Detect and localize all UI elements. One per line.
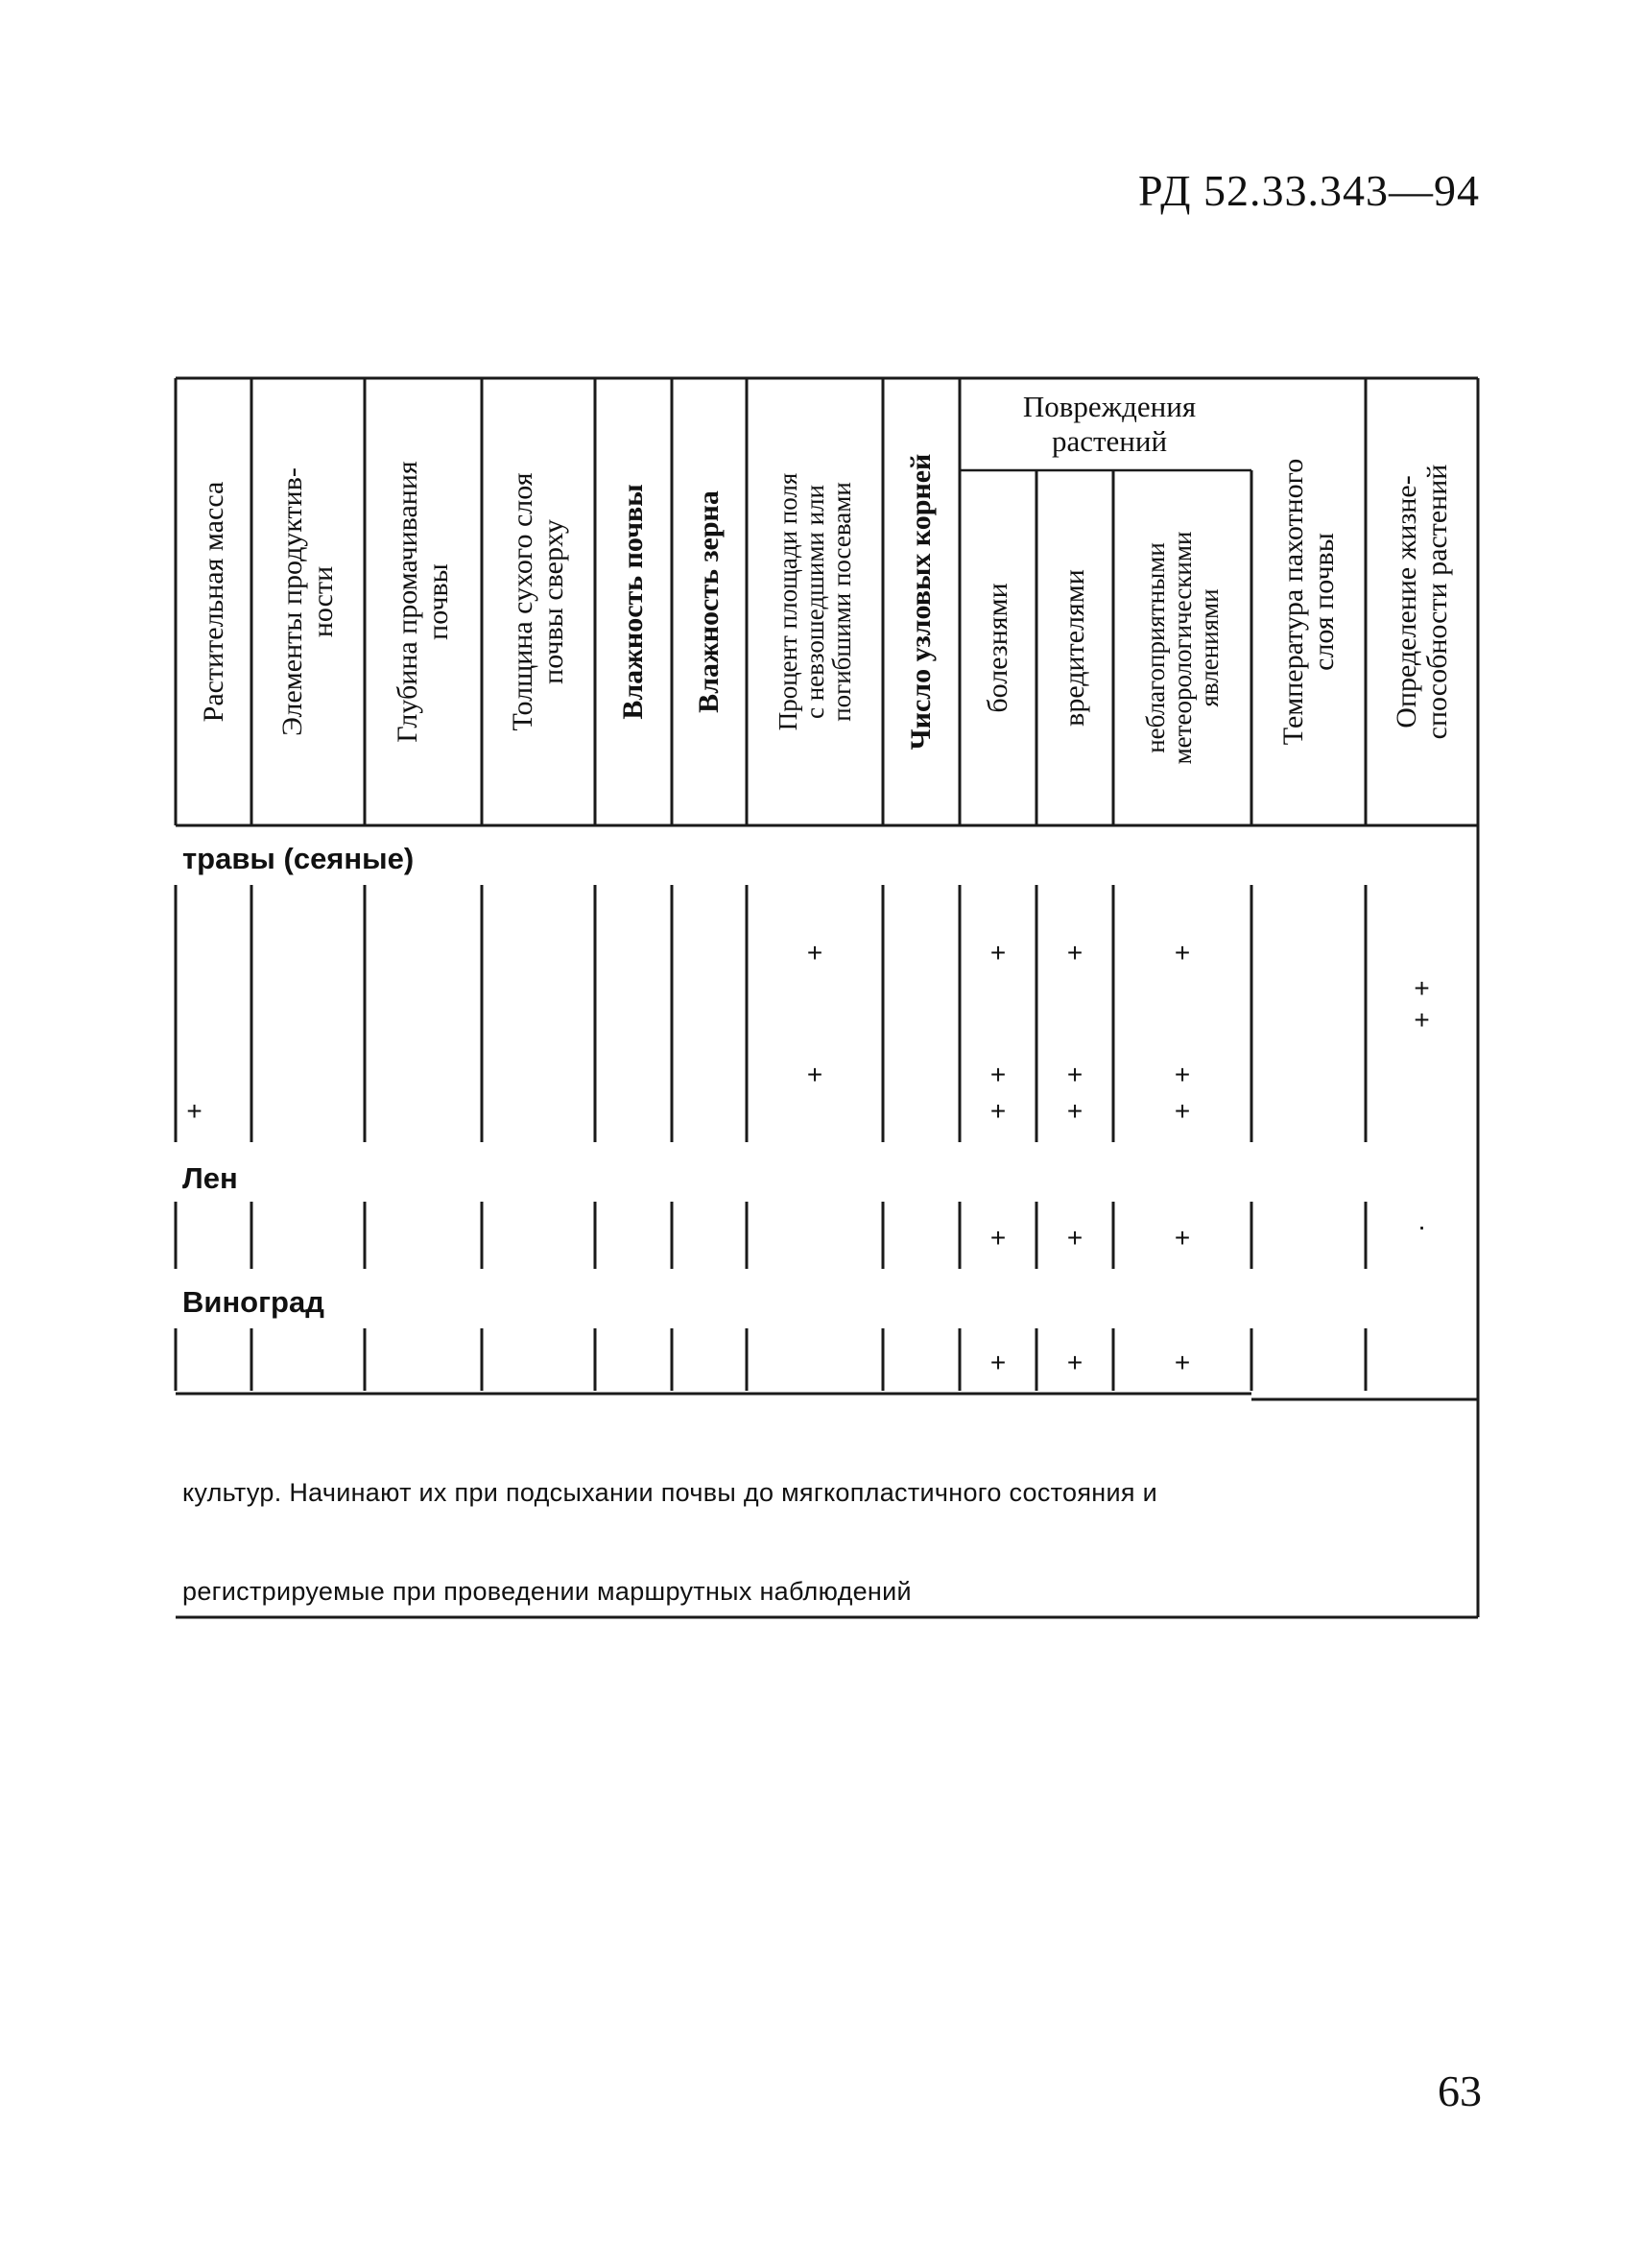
column-header-label: Температура пахотного слоя почвы — [1276, 458, 1340, 746]
plus-mark: + — [1174, 1223, 1191, 1253]
plus-mark: + — [186, 1096, 202, 1126]
column-header-label: Влажность почвы — [617, 484, 649, 720]
plus-mark: + — [989, 1223, 1007, 1253]
column-header-label: Глубина промачивания почвы — [392, 461, 454, 743]
plus-mark: + — [1174, 1348, 1191, 1377]
plus-mark: + — [989, 1096, 1007, 1126]
document-id: РД 52.33.343—94 — [1137, 166, 1480, 215]
plus-mark: + — [1414, 1005, 1430, 1035]
plus-mark: + — [1174, 1060, 1191, 1089]
note-line-1: культур. Начинают их при подсыхании почвы до мягкопластичного состояния и — [182, 1478, 1157, 1507]
section-title-grape: Виноград — [182, 1285, 324, 1319]
column-header-label: Толщина сухого слоя почвы сверху — [507, 472, 569, 731]
column-header-label: вредителями — [1059, 569, 1090, 727]
plus-mark: + — [1174, 1096, 1191, 1126]
column-header-label: Элементы продуктив- ности — [276, 467, 339, 736]
plus-mark: + — [989, 938, 1007, 967]
plus-mark: + — [1066, 1223, 1083, 1253]
note-line-2: регистрируемые при проведении маршрутных наблюдений — [182, 1577, 912, 1606]
section-title-grasses: травы (сеяные) — [182, 842, 415, 875]
column-header-label: Определение жизне- способности растений — [1390, 464, 1453, 740]
column-header-label: неблагоприятными метеорологическими явлениями — [1141, 531, 1224, 765]
column-header-label: Число узловых корней — [905, 453, 937, 751]
plus-mark: + — [1066, 1096, 1083, 1126]
group-header-line-1: Повреждения — [1022, 390, 1197, 423]
plus-mark: + — [989, 1348, 1007, 1377]
plus-mark: + — [1414, 973, 1430, 1003]
column-header-label: Влажность зерна — [693, 490, 725, 713]
plus-mark: + — [1066, 1060, 1083, 1089]
plus-mark: + — [1066, 938, 1083, 967]
page-number: 63 — [1438, 2066, 1482, 2115]
group-header-damage — [961, 390, 1258, 459]
column-header-label: болезнями — [982, 583, 1013, 713]
group-header-line-2: растений — [1051, 424, 1168, 458]
plus-mark: + — [1174, 938, 1191, 967]
plus-mark: · — [1417, 1211, 1427, 1241]
section-title-flax: Лен — [182, 1161, 238, 1195]
plus-mark: + — [806, 1060, 823, 1089]
column-header-label: Растительная масса — [197, 481, 229, 723]
plus-mark: + — [806, 938, 823, 967]
plus-mark: + — [1066, 1348, 1083, 1377]
column-header-label: Процент площади поля с невзошедшими или погибшими посевами — [774, 472, 856, 731]
plus-mark: + — [989, 1060, 1007, 1089]
